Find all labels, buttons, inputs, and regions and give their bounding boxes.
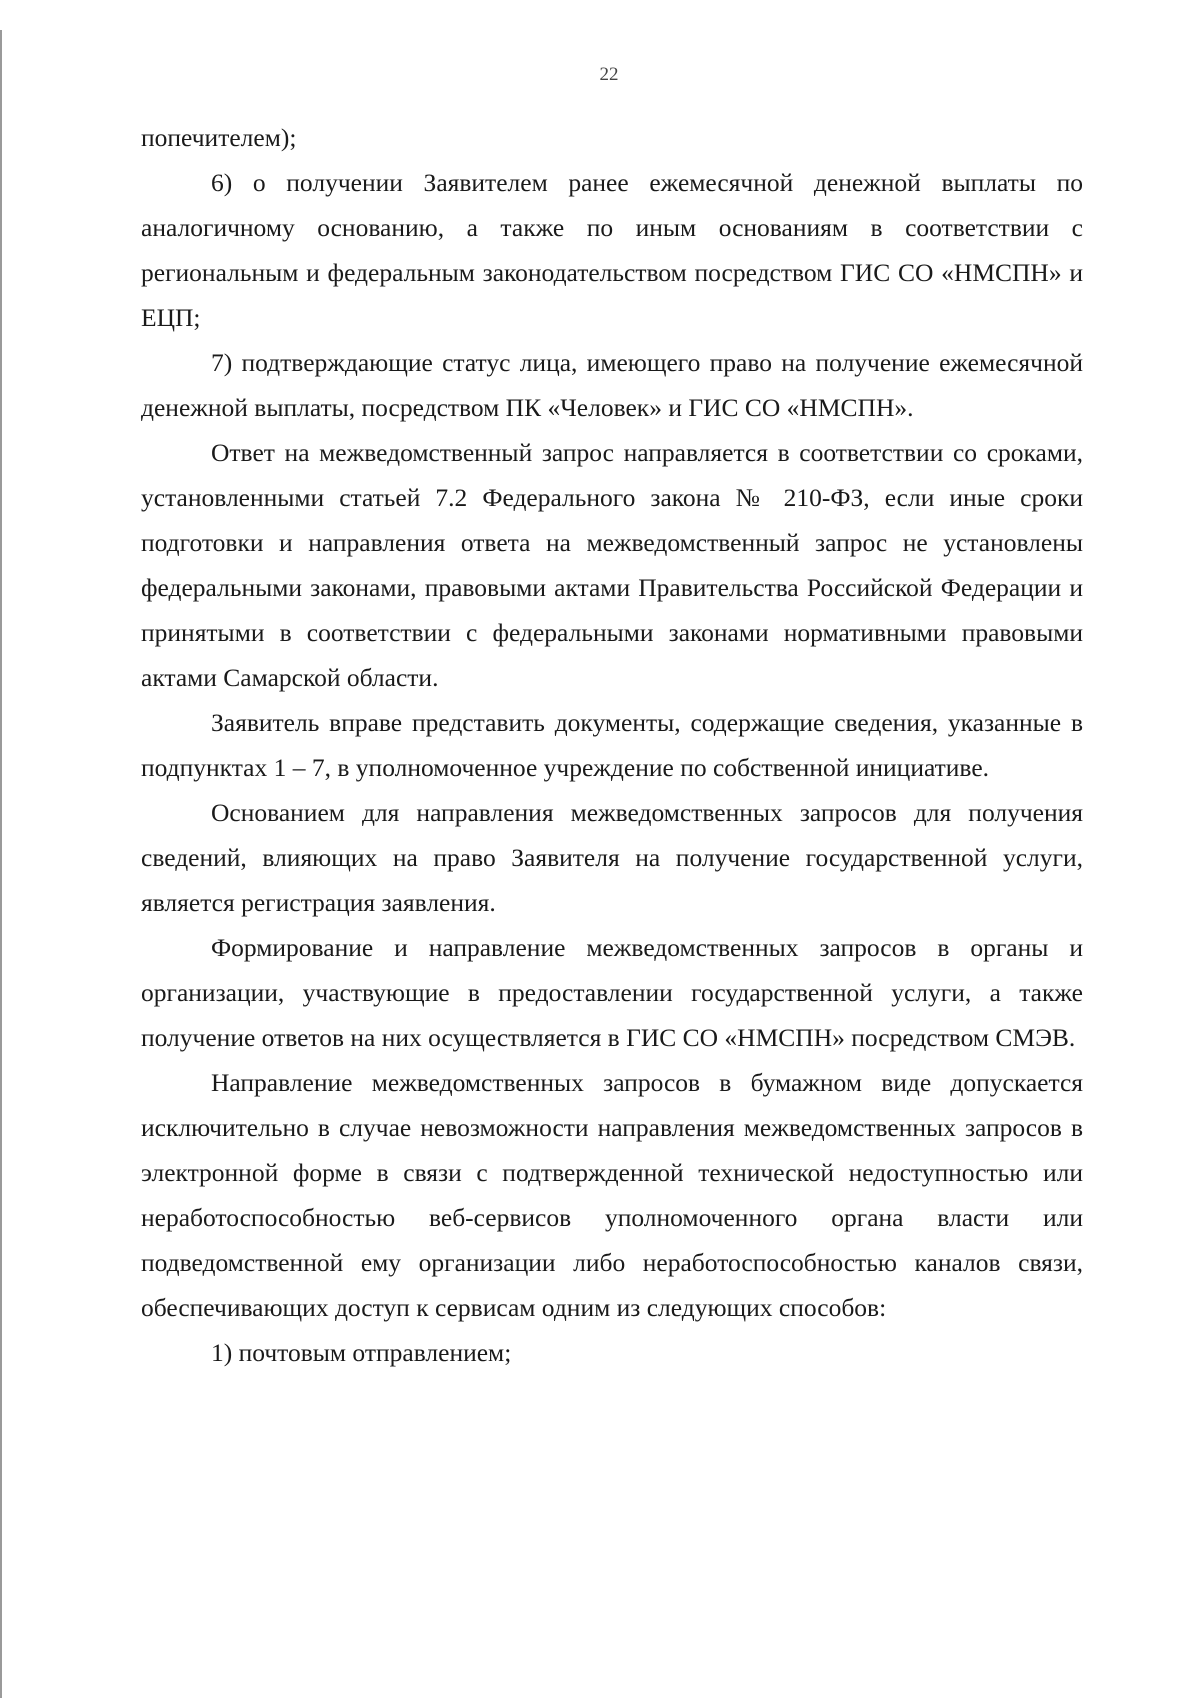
paragraph-request-basis: Основанием для направления межведомственных запросов для получения сведений, влияющих на право Заявителя на получение государственной услуги, является регистрация заявления. [141, 798, 1083, 917]
paragraph-item-7: 7) подтверждающие статус лица, имеющего право на получение ежемесячной денежной выплаты, посредством ПК «Человек» и ГИС СО «НМСПН». [141, 348, 1083, 422]
page-number: 22 [599, 64, 619, 85]
paragraph-method-1: 1) почтовым отправлением; [211, 1338, 512, 1367]
paragraph-paper-requests: Направление межведомственных запросов в бумажном виде допускается исключительно в случае невозможности направления межведомственных запросов в электронной форме в связи с подтвержденной технической недоступностью или неработоспособностью веб-сервисов уполномоченного органа власти или подведомственной ему организации либо неработоспособностью каналов связи, обеспечивающих доступ к сервисам одним из следующих способов: [141, 1068, 1083, 1322]
paragraph-applicant-right: Заявитель вправе представить документы, содержащие сведения, указанные в подпунктах 1 – 7, в уполномоченное учреждение по собственной инициативе. [141, 708, 1083, 782]
paragraph-continuation: попечителем); [141, 123, 297, 152]
paragraph-response-terms: Ответ на межведомственный запрос направляется в соответствии со сроками, установленными статьей 7.2 Федерального закона № 210-ФЗ, если иные сроки подготовки и направления ответа на межведомственный запрос не установлены федеральными законами, правовыми актами Правительства Российской Федерации и принятыми в соответствии с федеральными законами нормативными правовыми актами Самарской области. [141, 438, 1083, 692]
paragraph-request-forming: Формирование и направление межведомственных запросов в органы и организации, участвующие в предоставлении государственной услуги, а также получение ответов на них осуществляется в ГИС СО «НМСПН» посредством СМЭВ. [141, 933, 1083, 1052]
paragraph-item-6: 6) о получении Заявителем ранее ежемесячной денежной выплаты по аналогичному основанию, а также по иным основаниям в соответствии с региональным и федеральным законодательством посредством ГИС СО «НМСПН» и ЕЦП; [141, 168, 1083, 332]
document-body [141, 115, 1083, 1375]
scan-edge-line [0, 30, 2, 1698]
